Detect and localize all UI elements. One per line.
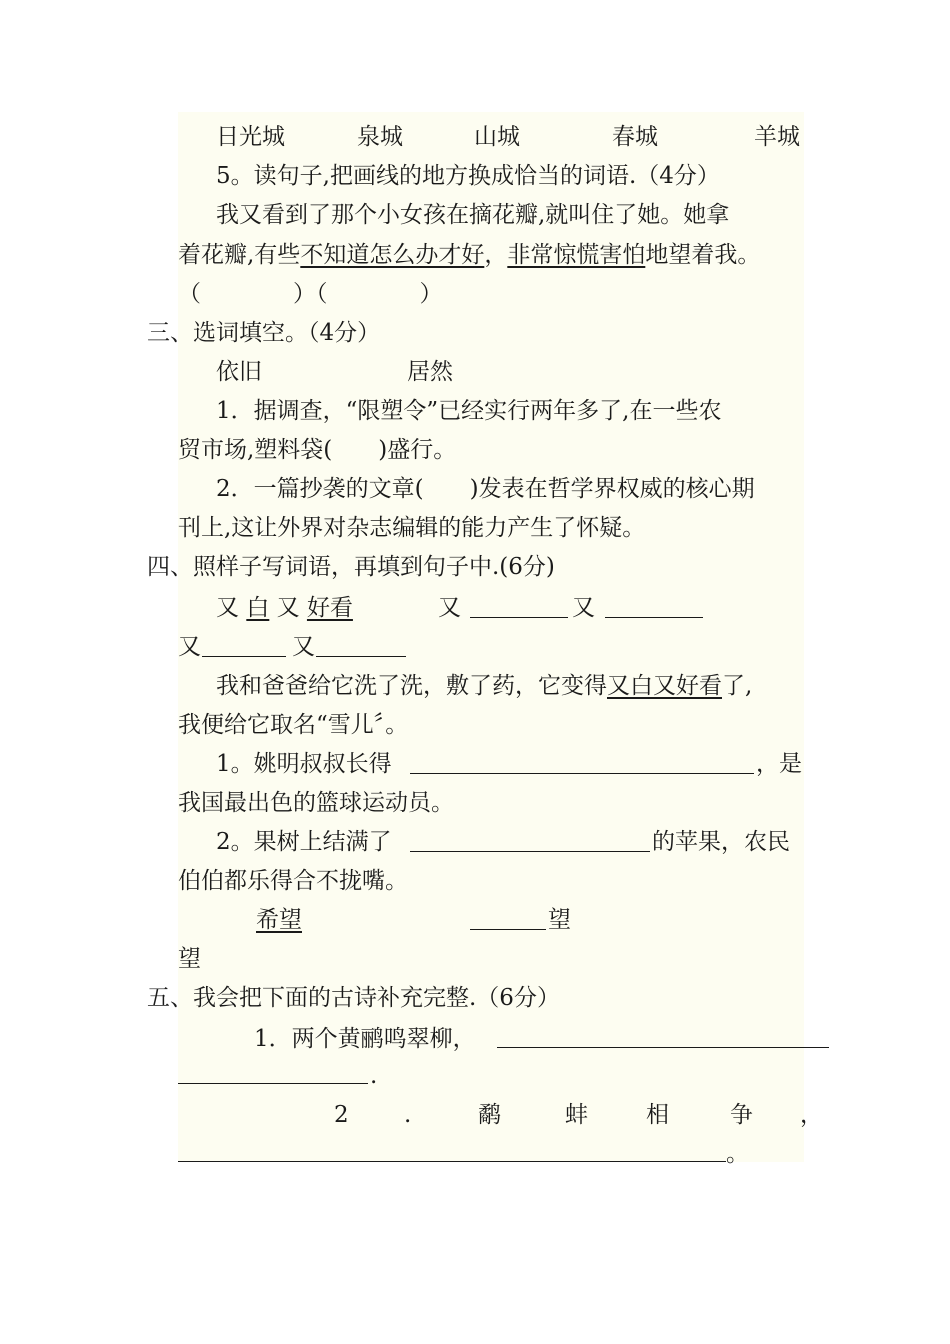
city-3: 山城 bbox=[474, 124, 520, 150]
section4-title: 四、照样子写词语，再填到句子中.(6分) bbox=[147, 554, 555, 580]
city-5: 羊城 bbox=[754, 124, 800, 150]
pattern-blank-2[interactable] bbox=[605, 617, 703, 618]
pattern-you-1: 又 bbox=[438, 595, 461, 621]
section4-s1-pre: 1。姚明叔叔长得 bbox=[216, 751, 392, 777]
example-bai: 白 bbox=[246, 595, 270, 621]
pattern-blank-1[interactable] bbox=[470, 617, 568, 618]
example-you-1: 又 bbox=[216, 595, 239, 621]
section5-title: 五、我会把下面的古诗补充完整.（6分） bbox=[147, 985, 560, 1011]
section4-s2-pre: 2。果树上结满了 bbox=[216, 829, 392, 855]
pattern-you-4: 又 bbox=[292, 634, 315, 660]
section4-s1-line2: 我国最出色的篮球运动员。 bbox=[178, 790, 454, 816]
example-sentence-pre: 我和爸爸给它洗了洗，敷了药，它变得 bbox=[216, 673, 607, 699]
city-2: 泉城 bbox=[357, 124, 403, 150]
poem1-blank-b[interactable] bbox=[178, 1083, 368, 1084]
poem2-end: 。 bbox=[726, 1141, 749, 1167]
poem2-comma: ， bbox=[800, 1102, 823, 1128]
section4-s2-blank[interactable] bbox=[410, 851, 650, 852]
q5-answer-blanks[interactable]: （ ）（ ） bbox=[178, 281, 443, 307]
pattern-you-2: 又 bbox=[572, 595, 595, 621]
poem2-char-1: 鹬 bbox=[478, 1102, 501, 1128]
example-you-2: 又 bbox=[276, 595, 300, 621]
q5-line2-pre: 着花瓣,有些 bbox=[178, 242, 301, 268]
section4-wang-2: 望 bbox=[178, 946, 201, 972]
q5-line2-post: 地望着我。 bbox=[645, 242, 761, 268]
example-sentence-line1 bbox=[216, 671, 752, 701]
q5-underline-1: 不知道怎么办才好 bbox=[300, 242, 485, 268]
section4-s2-post: 的苹果，农民 bbox=[652, 829, 790, 855]
section3-word-1: 依旧 bbox=[216, 359, 262, 385]
poem2-dot: . bbox=[404, 1102, 412, 1128]
city-4: 春城 bbox=[612, 124, 658, 150]
pattern-blank-3[interactable] bbox=[202, 656, 286, 657]
q5-line2 bbox=[178, 240, 760, 270]
section3-title: 三、选词填空。（4分） bbox=[147, 320, 381, 346]
section3-word-2: 居然 bbox=[407, 359, 453, 385]
city-1: 日光城 bbox=[216, 124, 285, 150]
poem1-blank-a[interactable] bbox=[497, 1047, 829, 1048]
q5-comma: ， bbox=[484, 242, 508, 268]
poem2-char-3: 相 bbox=[646, 1102, 669, 1128]
poem2-char-2: 蚌 bbox=[565, 1102, 588, 1128]
section4-s2-line2: 伯伯都乐得合不拢嘴。 bbox=[178, 868, 408, 894]
example-sentence-line2: 我便给它取名“雪儿〞。 bbox=[178, 712, 409, 738]
section3-sentence2-line2: 刊上,这让外界对杂志编辑的能力产生了怀疑。 bbox=[178, 515, 646, 541]
q5-underline-2: 非常惊慌害怕 bbox=[507, 242, 646, 268]
section4-example bbox=[216, 593, 353, 623]
example-sentence-post: 了, bbox=[722, 673, 753, 699]
pattern-you-3: 又 bbox=[178, 634, 201, 660]
section3-sentence1-line2[interactable]: 贸市场,塑料袋( )盛行。 bbox=[178, 437, 457, 463]
poem2-char-4: 争 bbox=[730, 1102, 753, 1128]
poem2-blank[interactable] bbox=[178, 1161, 726, 1162]
poem1-end: . bbox=[370, 1063, 378, 1089]
section4-s1-post: ，是 bbox=[756, 751, 802, 777]
section4-s1-blank[interactable] bbox=[410, 773, 754, 774]
q5-line1: 我又看到了那个小女孩在摘花瓣,就叫住了她。她拿 bbox=[216, 202, 730, 228]
section3-sentence2-line1[interactable]: 2．一篇抄袭的文章( )发表在哲学界权威的核心期 bbox=[216, 476, 755, 502]
poem2-num: 2 bbox=[334, 1102, 349, 1128]
section3-sentence1-line1: 1．据调查，“限塑令”已经实行两年多了,在一些农 bbox=[216, 398, 722, 424]
poem1-start: 1．两个黄鹂鸣翠柳， bbox=[254, 1026, 476, 1052]
section4-wang: 望 bbox=[548, 907, 571, 933]
q5-title: 5。读句子,把画线的地方换成恰当的词语.（4分） bbox=[216, 163, 720, 189]
example-sentence-underline: 又白又好看 bbox=[607, 673, 722, 699]
pattern-blank-4[interactable] bbox=[316, 656, 406, 657]
section4-wang-blank[interactable] bbox=[470, 929, 546, 930]
section4-word-xiwang: 希望 bbox=[256, 907, 302, 933]
example-haokan: 好看 bbox=[306, 595, 353, 621]
